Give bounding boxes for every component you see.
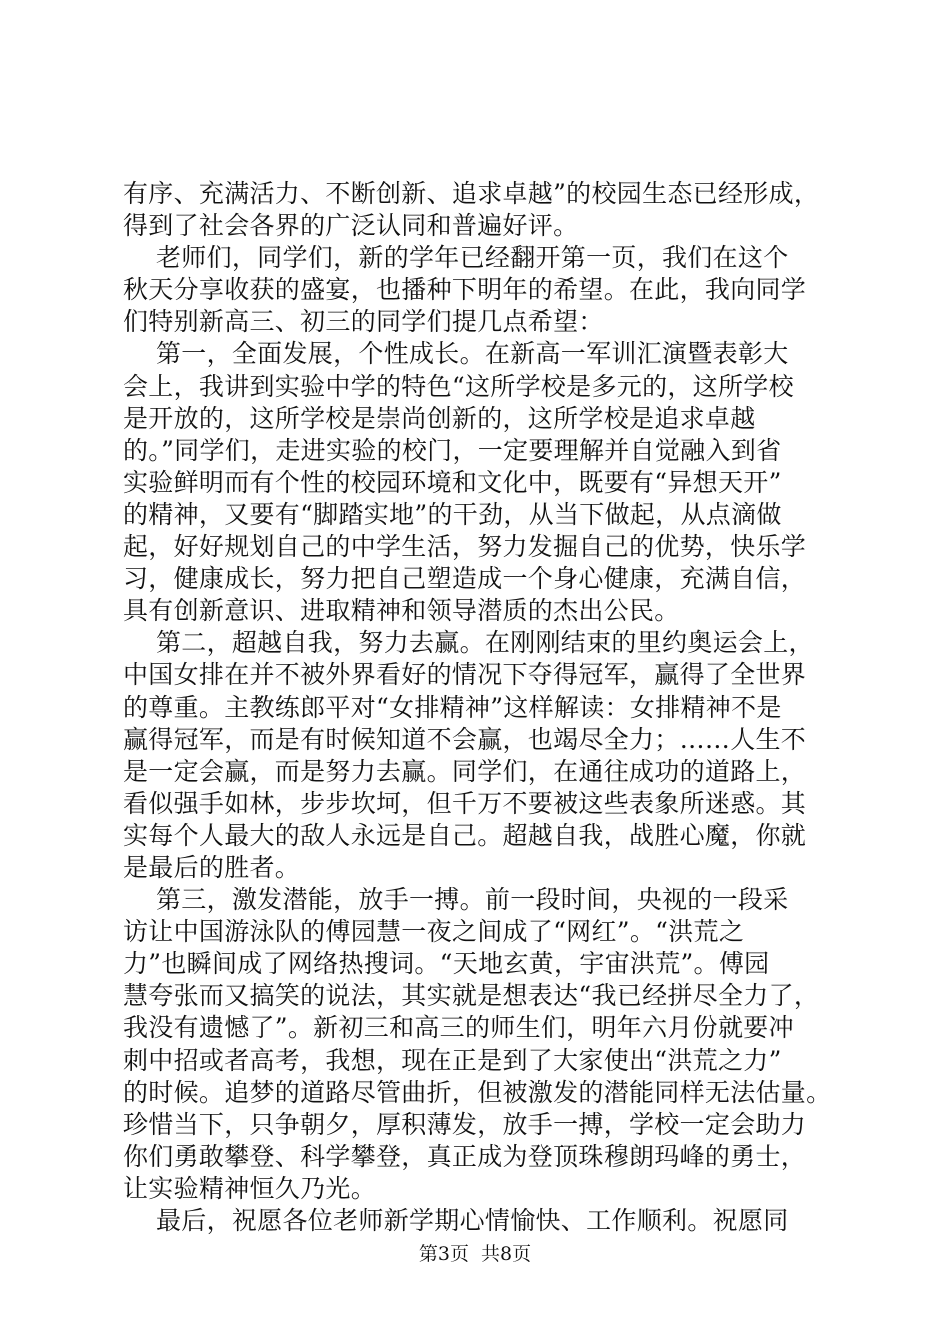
text-line: 是一定会赢，而是努力去赢。同学们，在通往成功的道路上， bbox=[123, 756, 807, 786]
page-footer bbox=[0, 1242, 950, 1266]
text-line: 们特别新高三、初三的同学们提几点希望： bbox=[123, 307, 604, 337]
text-line: 得到了社会各界的广泛认同和普遍好评。 bbox=[123, 211, 579, 241]
text-line: 的精神，又要有“脚踏实地”的干劲，从当下做起，从点滴做 bbox=[123, 499, 782, 529]
text-line: 我没有遗憾了”。新初三和高三的师生们，明年六月份就要冲 bbox=[123, 1013, 794, 1043]
text-line: 习，健康成长，努力把自己塑造成一个身心健康，充满自信， bbox=[123, 564, 807, 594]
document-body bbox=[123, 178, 835, 1237]
text-line: 中国女排在并不被外界看好的情况下夺得冠军，赢得了全世界 bbox=[123, 660, 807, 690]
text-line: 的尊重。主教练郎平对“女排精神”这样解读：女排精神不是 bbox=[123, 692, 782, 722]
text-line: 具有创新意识、进取精神和领导潜质的杰出公民。 bbox=[123, 596, 680, 626]
text-line: 实每个人最大的敌人永远是自己。超越自我，战胜心魔，你就 bbox=[123, 820, 807, 850]
text-line: 是最后的胜者。 bbox=[123, 852, 301, 882]
text-line: 实验鲜明而有个性的校园环境和文化中，既要有“异想天开” bbox=[123, 467, 782, 497]
text-line: 慧夸张而又搞笑的说法，其实就是想表达“我已经拼尽全力了， bbox=[123, 981, 820, 1011]
text-line: 赢得冠军，而是有时候知道不会赢，也竭尽全力；……人生不 bbox=[123, 724, 807, 754]
text-line: 访让中国游泳队的傅园慧一夜之间成了“网红”。“洪荒之 bbox=[123, 917, 745, 947]
text-line: 的。”同学们，走进实验的校门，一定要理解并自觉融入到省 bbox=[123, 435, 782, 465]
text-line: 力”也瞬间成了网络热搜词。“天地玄黄，宇宙洪荒”。傅园 bbox=[123, 949, 770, 979]
text-line: 秋天分享收获的盛宴，也播种下明年的希望。在此，我向同学 bbox=[123, 275, 807, 305]
text-line: 第二，超越自我，努力去赢。在刚刚结束的里约奥运会上， bbox=[123, 628, 814, 658]
text-line: 你们勇敢攀登、科学攀登，真正成为登顶珠穆朗玛峰的勇士， bbox=[123, 1141, 807, 1171]
text-line: 第一，全面发展，个性成长。在新高一军训汇演暨表彰大 bbox=[123, 339, 789, 369]
text-line: 老师们，同学们，新的学年已经翻开第一页，我们在这个 bbox=[123, 243, 789, 273]
text-line: 最后，祝愿各位老师新学期心情愉快、工作顺利。祝愿同 bbox=[123, 1206, 789, 1235]
text-line: 的时候。追梦的道路尽管曲折，但被激发的潜能同样无法估量。 bbox=[123, 1077, 832, 1107]
text-line: 刺中招或者高考，我想，现在正是到了大家使出“洪荒之力” bbox=[123, 1045, 782, 1075]
text-line: 看似强手如林，步步坎坷，但千万不要被这些表象所迷惑。其 bbox=[123, 788, 807, 818]
text-line: 第三，激发潜能，放手一搏。前一段时间，央视的一段采 bbox=[123, 885, 789, 915]
text-line: 有序、充满活力、不断创新、追求卓越”的校园生态已经形成， bbox=[123, 179, 820, 208]
text-line: 会上，我讲到实验中学的特色“这所学校是多元的，这所学校 bbox=[123, 371, 794, 401]
page-number: 第3页 共8页 bbox=[418, 1243, 532, 1265]
text-line: 是开放的，这所学校是崇尚创新的，这所学校是追求卓越 bbox=[123, 403, 756, 433]
text-line: 起，好好规划自己的中学生活，努力发掘自己的优势，快乐学 bbox=[123, 532, 807, 562]
text-line: 珍惜当下，只争朝夕，厚积薄发，放手一搏，学校一定会助力 bbox=[123, 1109, 807, 1139]
text-line: 让实验精神恒久乃光。 bbox=[123, 1173, 377, 1203]
